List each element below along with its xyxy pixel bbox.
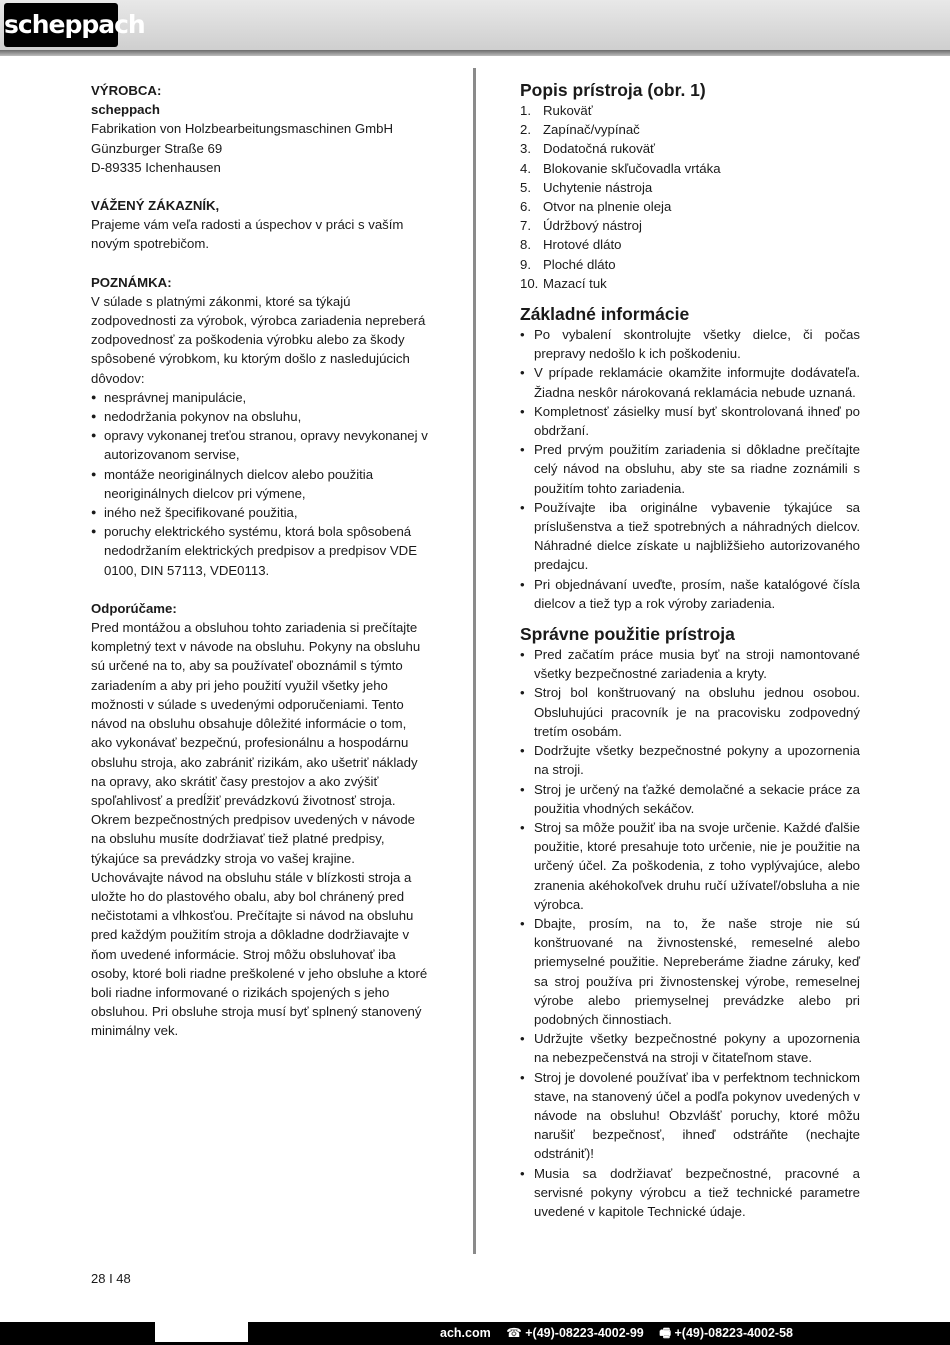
recommend-heading: Odporúčame: bbox=[91, 600, 177, 616]
left-column bbox=[91, 81, 431, 1041]
list-item: 10. Mazací tuk bbox=[520, 275, 607, 291]
list-item: • Používajte iba originálne vybavenie týkajúce sa príslušenstva a tiež spotrebných a náhradných dielcov. Náhradné dielce získate u najbližšieho autorizovaného predajcu. bbox=[520, 498, 860, 575]
list-item: 6. Otvor na plnenie oleja bbox=[520, 199, 672, 215]
basic-info-list bbox=[520, 325, 860, 613]
footer-fax: 🖷 +(49)-08223-4002-58 bbox=[659, 1326, 793, 1340]
list-item: • V prípade reklamácie okamžite informujte dodávateľa. Žiadna neskôr nárokovaná reklamácia nebude uznaná. bbox=[520, 363, 860, 401]
device-description-heading: Popis prístroja (obr. 1) bbox=[520, 80, 706, 100]
list-item: ● nedodržania pokynov na obsluhu, bbox=[91, 407, 431, 426]
proper-use-heading: Správne použitie prístroja bbox=[520, 624, 735, 645]
note-text: V súlade s platnými zákonmi, ktoré sa týkajú zodpovednosti za výrobok, výrobca zariadenia nepreberá zodpovednosť za poškodenia výrobku alebo za škody spôsobené výrobkom, ku ktorým došlo z nasledujúcich dôvodov: bbox=[91, 293, 426, 386]
manufacturer-name: scheppach bbox=[91, 102, 160, 118]
page-number: 28 I 48 bbox=[91, 1271, 131, 1286]
list-item: • Stroj je dovolené používať iba v perfektnom technickom stave, na stanovený účel a podľa pokynov uvedených v návode na obsluhu! Obzvlášť poruchy, ktoré môžu narušiť bezpečnosť, ihneď odstráňte (nechajte odstrániť)! bbox=[520, 1068, 860, 1164]
note-list bbox=[91, 388, 431, 580]
proper-use-list bbox=[520, 645, 860, 1221]
list-item: • Pred začatím práce musia byť na stroji namontované všetky bezpečnostné zariadenia a kryty. bbox=[520, 645, 860, 683]
column-divider bbox=[473, 68, 476, 1254]
manufacturer-line: Günzburger Straße 69 bbox=[91, 140, 223, 156]
list-item: 5. Uchytenie nástroja bbox=[520, 179, 653, 195]
list-item: • Dodržujte všetky bezpečnostné pokyny a upozornenia na stroji. bbox=[520, 741, 860, 779]
list-item: • Dbajte, prosím, na to, že naše stroje nie sú konštruované na živnostenské, remeselné alebo priemyselné použitie. Nepreberáme žiadne záruky, keď sa stroj používa pri živnostenskej výrobe, remeselnej výrobe alebo priemyselnej prevádzke alebo pri podobných činnostiach. bbox=[520, 914, 860, 1029]
list-item: 9. Ploché dláto bbox=[520, 256, 616, 272]
note-heading: POZNÁMKA: bbox=[91, 274, 172, 290]
list-item: 1. Rukoväť bbox=[520, 103, 593, 118]
list-item: 8. Hrotové dláto bbox=[520, 237, 622, 253]
list-item: 3. Dodatočná rukoväť bbox=[520, 141, 655, 157]
right-column bbox=[520, 79, 860, 1221]
list-item: • Udržujte všetky bezpečnostné pokyny a upozornenia na nebezpečenstvá na stroji v čitateľnom stave. bbox=[520, 1029, 860, 1067]
basic-info-heading: Základné informácie bbox=[520, 304, 690, 325]
list-item: ● montáže neoriginálnych dielcov alebo použitia neoriginálnych dielcov pri výmene, bbox=[91, 465, 431, 503]
list-item: 7. Údržbový nástroj bbox=[520, 218, 642, 234]
footer-white-block bbox=[155, 1322, 248, 1342]
manufacturer-line: Fabrikation von Holzbearbeitungsmaschinen GmbH bbox=[91, 121, 393, 137]
recommend-paragraph: Uchovávajte návod na obsluhu stále v blízkosti stroja a uložte ho do plastového obalu, aby bol chránený pred nečistotami a vlhkosťou. Prečítajte si návod na obsluhu pred každým použitím stroja a dôkladne dodržiavajte v ňom uvedené informácie. Stroj môžu obsluhovať iba osoby, ktoré boli riadne preškolené v jeho obsluhe a ktoré boli riadne informované o rizikách spojených s jeho obsluhou. Pri obsluhe stroja musí byť splnený stanovený minimálny vek. bbox=[91, 869, 428, 1039]
footer-phone: ☎ +(49)-08223-4002-99 bbox=[506, 1326, 644, 1340]
device-parts-list bbox=[520, 101, 860, 293]
manufacturer-line: D-89335 Ichenhausen bbox=[91, 159, 221, 175]
manufacturer-heading: VÝROBCA: bbox=[91, 83, 162, 98]
list-item: ● nesprávnej manipulácie, bbox=[91, 388, 431, 407]
brand-logo: scheppach bbox=[4, 3, 118, 47]
list-item: ● iného než špecifikované použitia, bbox=[91, 503, 431, 522]
list-item: • Pri objednávaní uveďte, prosím, naše katalógové čísla dielcov a tiež typ a rok výroby zariadenia. bbox=[520, 575, 860, 613]
list-item: • Pred prvým použitím zariadenia si dôkladne prečítajte celý návod na obsluhu, aby ste sa riadne zoznámili s použitím tohto zariadenia. bbox=[520, 440, 860, 498]
list-item: 2. Zapínač/vypínač bbox=[520, 122, 640, 138]
footer-website: ach.com bbox=[440, 1326, 491, 1340]
list-item: • Stroj bol konštruovaný na obsluhu jednou osobou. Obsluhujúci pracovník je na pracovisku zodpovedný tretím osobám. bbox=[520, 683, 860, 741]
recommend-paragraph: Pred montážou a obsluhou tohto zariadenia si prečítajte kompletný text v návode na obsluhu. Pokyny na obsluhu sú určené na to, aby sa používateľ oboznámil s týmto zariadením a aby pri jeho použití využil všetky jeho možnosti v súlade s uvedenými odporučeniami. Tento návod na obsluhu obsahuje dôležité informácie o tom, ako vykonávať bezpečnú, profesionálnu a hospodárnu obsluhu stroja, ako zabrániť rizikám, ako ušetriť náklady na opravy, ako skrátiť časy prestojov a ako zvýšiť spoľahlivosť a predĺžiť prevádzkovú životnosť stroja. Okrem bezpečnostných predpisov uvedených v návode na obsluhu musíte dodržiavať tiež platné predpisy, týkajúce sa prevádzky stroja vo vašej krajine. bbox=[91, 620, 421, 866]
footer-contact bbox=[440, 1322, 805, 1345]
header-line bbox=[0, 50, 950, 56]
list-item: 4. Blokovanie skľučovadla vrtáka bbox=[520, 160, 721, 176]
list-item: • Po vybalení skontrolujte všetky dielce, či počas prepravy nedošlo k ich poškodeniu. bbox=[520, 325, 860, 363]
customer-heading: VÁŽENÝ ZÁKAZNÍK, bbox=[91, 198, 220, 214]
list-item: • Musia sa dodržiavať bezpečnostné, pracovné a servisné pokyny výrobcu a tiež technické parametre uvedené v kapitole Technické údaje. bbox=[520, 1164, 860, 1222]
customer-text: Prajeme vám veľa radosti a úspechov v práci s vaším novým spotrebičom. bbox=[91, 217, 404, 252]
list-item: • Stroj je určený na ťažké demolačné a sekacie práce za použitia vhodných sekáčov. bbox=[520, 780, 860, 818]
list-item: ● opravy vykonanej treťou stranou, opravy nevykonanej v autorizovanom servise, bbox=[91, 426, 431, 464]
list-item: ● poruchy elektrického systému, ktorá bola spôsobená nedodržaním elektrických predpisov a predpisov VDE 0100, DIN 57113, VDE0113. bbox=[91, 522, 431, 580]
list-item: • Stroj sa môže použiť iba na svoje určenie. Každé ďalšie použitie, ktoré presahuje toto určenie, nie je použitie na určený účel. Za poškodenia, z toho vyplývajúce, alebo zranenia akéhokoľvek druhu ručí užívateľ/obsluha a nie výrobca. bbox=[520, 818, 860, 914]
list-item: • Kompletnosť zásielky musí byť skontrolovaná ihneď po obdržaní. bbox=[520, 402, 860, 440]
